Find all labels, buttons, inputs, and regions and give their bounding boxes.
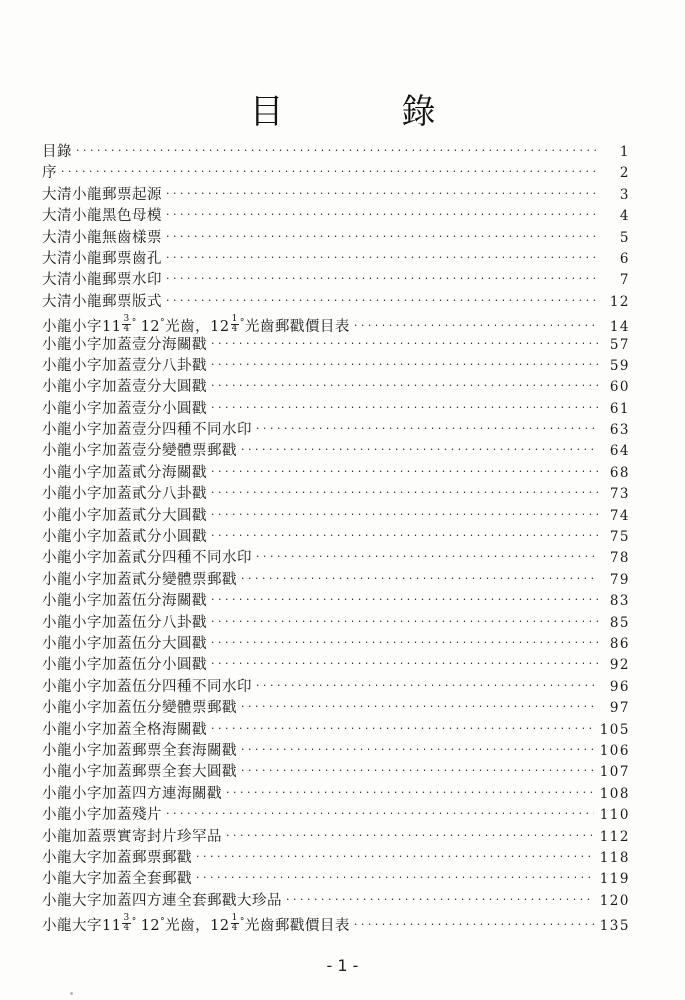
dot-leader (256, 675, 598, 696)
toc-entry (42, 548, 630, 569)
dot-leader (241, 439, 598, 460)
toc-entry-page: 85 (609, 614, 630, 631)
toc-entry (42, 591, 630, 612)
toc-entry-page: 96 (609, 678, 630, 695)
toc-entry-title: 小龍小字加蓋伍分變體票郵戳 (42, 700, 237, 717)
dot-leader (166, 290, 598, 311)
toc-entry-title: 大清小龍郵票齒孔 (42, 250, 162, 267)
fraction-numerator: 1 (231, 314, 238, 325)
dot-leader (241, 760, 594, 781)
toc-entry (42, 228, 630, 249)
toc-entry-page: 74 (609, 507, 630, 524)
degree-mark: ° (160, 318, 166, 329)
dot-leader (166, 268, 598, 289)
toc-entry-title: 大清小龍郵票起源 (42, 186, 162, 203)
toc-entry (42, 527, 630, 548)
dot-leader (226, 782, 594, 803)
toc-entry-page: 110 (599, 807, 630, 824)
dot-leader (354, 914, 594, 935)
toc-entry-title: 小龍小字加蓋壹分海關戳 (42, 336, 207, 353)
degree-mark: ° (239, 318, 245, 329)
scan-speck (70, 992, 73, 995)
toc-entry-title: 小龍小字加蓋四方連海關戳 (42, 785, 222, 802)
dot-leader (196, 867, 594, 888)
fraction (231, 914, 239, 933)
toc-entry-title: 小龍小字加蓋壹分四種不同水印 (42, 422, 252, 439)
toc-entry-page: 60 (609, 379, 630, 396)
toc-entry (42, 506, 630, 527)
toc-entry-title: 小龍小字加蓋貳分大圓戳 (42, 507, 207, 524)
degree-mark: ° (239, 917, 245, 928)
toc-entry (42, 142, 630, 163)
toc-entry-page: 59 (609, 357, 630, 374)
toc-entry-title: 序 (42, 165, 57, 182)
toc-entry-page: 97 (609, 700, 630, 717)
toc-entry (42, 655, 630, 676)
toc-entry-page: 120 (599, 892, 630, 909)
table-of-contents (42, 142, 630, 933)
toc-entry-title: 小龍小字加蓋郵票全套大圓戳 (42, 764, 237, 781)
toc-entry (42, 741, 630, 762)
dot-leader (211, 354, 598, 375)
toc-entry (42, 848, 630, 869)
toc-entry-title: 小龍小字加蓋壹分八卦戳 (42, 357, 207, 374)
toc-entry (42, 420, 630, 441)
toc-entry-page: 106 (599, 742, 630, 759)
toc-entry (42, 335, 630, 356)
toc-entry-title: 小龍加蓋票實寄封片珍罕品 (42, 828, 222, 845)
toc-entry-page: 73 (609, 486, 630, 503)
toc-entry-page: 7 (619, 272, 630, 289)
toc-entry-page: 118 (599, 849, 630, 866)
toc-entry-title: 小龍小字加蓋伍分大圓戳 (42, 635, 207, 652)
dot-leader (166, 204, 598, 225)
toc-entry-title: 小龍小字加蓋伍分海關戳 (42, 593, 207, 610)
dot-leader (166, 183, 598, 204)
toc-entry-title: 大清小龍黑色母模 (42, 208, 162, 225)
dot-leader (211, 461, 598, 482)
dot-leader (226, 825, 594, 846)
toc-entry-title: 小龍小字加蓋伍分小圓戳 (42, 657, 207, 674)
toc-entry (42, 720, 630, 741)
toc-entry (42, 570, 630, 591)
toc-entry-title: 目錄 (42, 144, 72, 160)
toc-entry-title: 小龍大字加蓋全套郵戳 (42, 871, 192, 888)
toc-entry-page: 108 (599, 785, 630, 802)
toc-entry (42, 912, 630, 933)
toc-entry-page: 112 (599, 828, 630, 845)
dot-leader (166, 247, 598, 268)
toc-entry-page: 2 (619, 165, 630, 182)
toc-entry (42, 163, 630, 184)
fraction (122, 914, 130, 933)
toc-entry (42, 698, 630, 719)
toc-entry-title: 小龍小字加蓋全格海關戳 (42, 721, 207, 738)
toc-entry-page: 61 (609, 400, 630, 417)
toc-entry (42, 613, 630, 634)
dot-leader (76, 140, 598, 161)
toc-title-part: 光齒郵戳價目表 (244, 318, 350, 335)
toc-entry (42, 185, 630, 206)
toc-entry (42, 441, 630, 462)
toc-entry-page: 68 (609, 464, 630, 481)
toc-title-part: 小龍大字11 (42, 917, 122, 934)
dot-leader (241, 568, 598, 589)
fraction-numerator: 3 (123, 314, 130, 325)
toc-title-part: 光齒，12 (165, 917, 230, 934)
toc-title-part: 12 (140, 318, 161, 335)
toc-entry-page: 4 (619, 208, 630, 225)
toc-entry-page: 135 (599, 917, 630, 934)
dot-leader (211, 653, 598, 674)
toc-entry-title: 小龍小字加蓋貳分海關戳 (42, 464, 207, 481)
toc-entry-title: 小龍小字加蓋貳分變體票郵戳 (42, 571, 237, 588)
toc-entry-title: 小龍小字加蓋貳分小圓戳 (42, 529, 207, 546)
toc-entry-title: 小龍大字加蓋郵票郵戳 (42, 849, 192, 866)
dot-leader (211, 333, 598, 354)
toc-entry (42, 356, 630, 377)
dot-leader (211, 718, 594, 739)
fraction-denominator: 4 (123, 324, 130, 335)
dot-leader (241, 696, 598, 717)
toc-entry-title: 小龍小字加蓋殘片 (42, 807, 162, 824)
dot-leader (211, 482, 598, 503)
toc-entry-title: 小龍小字加蓋壹分變體票郵戳 (42, 443, 237, 460)
dot-leader (61, 161, 598, 182)
fraction-numerator: 1 (231, 913, 238, 924)
toc-entry (42, 634, 630, 655)
toc-entry (42, 249, 630, 270)
toc-entry-page: 105 (599, 721, 630, 738)
toc-entry-page: 12 (609, 293, 630, 310)
dot-leader (256, 546, 598, 567)
toc-entry-title: 小龍小字加蓋伍分四種不同水印 (42, 678, 252, 695)
toc-entry (42, 377, 630, 398)
toc-entry-title: 小龍大字加蓋四方連全套郵戳大珍品 (42, 892, 282, 909)
toc-entry-page: 5 (619, 229, 630, 246)
dot-leader (166, 226, 598, 247)
dot-leader (196, 846, 594, 867)
dot-leader (166, 803, 594, 824)
toc-entry-page: 119 (599, 871, 630, 888)
toc-entry (42, 805, 630, 826)
toc-entry (42, 891, 630, 912)
toc-entry-page: 79 (609, 571, 630, 588)
toc-entry (42, 292, 630, 313)
toc-entry-page: 107 (599, 764, 630, 781)
dot-leader (211, 504, 598, 525)
toc-entry-page: 64 (609, 443, 630, 460)
toc-entry-page: 78 (609, 550, 630, 567)
toc-entry-page: 3 (619, 186, 630, 203)
toc-entry (42, 869, 630, 890)
toc-entry-title: 小龍小字加蓋貳分四種不同水印 (42, 550, 252, 567)
toc-title-part: 12 (140, 917, 161, 934)
dot-leader (211, 611, 598, 632)
fraction-denominator: 4 (231, 324, 238, 335)
toc-entry-title: 大清小龍無齒樣票 (42, 229, 162, 246)
dot-leader (211, 525, 598, 546)
toc-title-part: 小龍小字11 (42, 318, 122, 335)
degree-mark: ° (131, 318, 137, 329)
fraction (122, 315, 130, 334)
toc-entry-title: 大清小龍郵票版式 (42, 293, 162, 310)
toc-entry-title: 小龍小字加蓋貳分八卦戳 (42, 486, 207, 503)
toc-entry-page: 83 (609, 593, 630, 610)
toc-entry (42, 762, 630, 783)
dot-leader (211, 375, 598, 396)
fraction-denominator: 4 (123, 923, 130, 934)
toc-entry-page: 1 (619, 144, 630, 160)
toc-entry-page: 6 (619, 250, 630, 267)
toc-title-part: 光齒，12 (165, 318, 230, 335)
toc-entry (42, 270, 630, 291)
fraction-numerator: 3 (123, 913, 130, 924)
toc-entry-title: 小龍小字加蓋郵票全套海關戳 (42, 742, 237, 759)
toc-entry-page: 75 (609, 529, 630, 546)
toc-entry (42, 399, 630, 420)
page-title: 目 錄 (249, 92, 478, 132)
toc-entry-page: 57 (609, 336, 630, 353)
toc-entry (42, 784, 630, 805)
dot-leader (256, 418, 598, 439)
toc-entry (42, 463, 630, 484)
toc-entry-title: 小龍小字加蓋壹分大圓戳 (42, 379, 207, 396)
fraction-denominator: 4 (231, 923, 238, 934)
toc-entry-title (42, 912, 350, 937)
toc-title-part: 光齒郵戳價目表 (244, 917, 350, 934)
dot-leader (241, 739, 594, 760)
toc-entry (42, 677, 630, 698)
dot-leader (211, 632, 598, 653)
dot-leader (211, 589, 598, 610)
toc-entry-page: 92 (609, 657, 630, 674)
toc-entry (42, 313, 630, 334)
dot-leader (211, 397, 598, 418)
page-number: - 1 - (326, 956, 359, 975)
toc-entry-page: 86 (609, 635, 630, 652)
toc-entry-title: 小龍小字加蓋伍分八卦戳 (42, 614, 207, 631)
toc-entry-page: 14 (609, 318, 630, 335)
toc-entry (42, 206, 630, 227)
toc-entry-title: 小龍小字加蓋壹分小圓戳 (42, 400, 207, 417)
degree-mark: ° (160, 917, 166, 928)
toc-entry-page: 63 (609, 422, 630, 439)
toc-entry (42, 484, 630, 505)
degree-mark: ° (131, 917, 137, 928)
dot-leader (286, 889, 594, 910)
toc-entry-title: 大清小龍郵票水印 (42, 272, 162, 289)
toc-entry (42, 827, 630, 848)
